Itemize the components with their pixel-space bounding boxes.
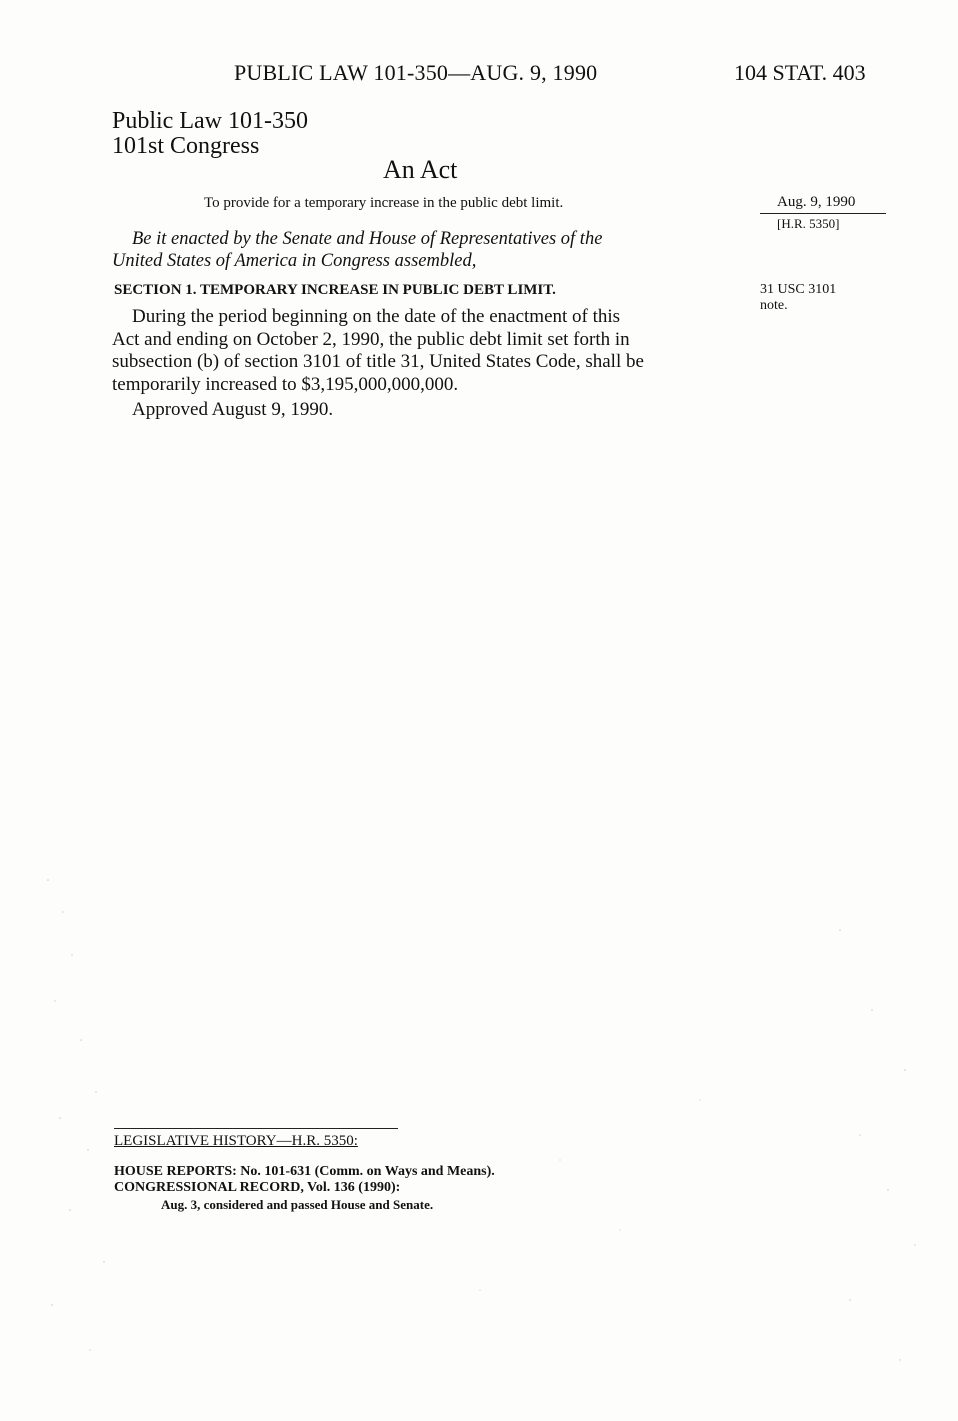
- section-body: [112, 306, 644, 396]
- approval-line: Approved August 9, 1990.: [132, 399, 334, 420]
- running-head: PUBLIC LAW 101-350—AUG. 9, 1990: [234, 60, 598, 85]
- stat-citation: 104 STAT. 403: [734, 60, 866, 85]
- enacting-clause: [112, 228, 602, 272]
- act-purpose: To provide for a temporary increase in the public debt limit.: [204, 195, 564, 211]
- margin-rule: [760, 213, 886, 214]
- legislative-action: Aug. 3, considered and passed House and Senate.: [161, 1197, 434, 1212]
- house-reports: HOUSE REPORTS: No. 101-631 (Comm. on Ways and Means).: [114, 1164, 495, 1179]
- history-rule: [114, 1128, 398, 1129]
- section-line: subsection (b) of section 3101 of title 31, United States Code, shall be: [112, 351, 644, 372]
- margin-bill-number: [H.R. 5350]: [777, 216, 840, 231]
- congressional-record: CONGRESSIONAL RECORD, Vol. 136 (1990):: [114, 1180, 401, 1195]
- usc-note-label: note.: [760, 298, 788, 313]
- section-line: Act and ending on October 2, 1990, the public debt limit set forth in: [112, 328, 630, 350]
- enacting-line: Be it enacted by the Senate and House of Representatives of the: [132, 229, 603, 249]
- section-line: temporarily increased to $3,195,000,000,000.: [112, 373, 459, 395]
- usc-citation: 31 USC 3101: [760, 282, 837, 297]
- legislative-history-title: LEGISLATIVE HISTORY—H.R. 5350:: [114, 1133, 358, 1149]
- section-line: During the period beginning on the date of the enactment of this: [132, 306, 621, 327]
- section-heading: SECTION 1. TEMPORARY INCREASE IN PUBLIC DEBT LIMIT.: [114, 282, 556, 298]
- margin-date: Aug. 9, 1990: [777, 194, 856, 210]
- act-heading: An Act: [383, 155, 458, 184]
- law-number: Public Law 101-350: [112, 108, 308, 134]
- enacting-line: United States of America in Congress assembled,: [112, 251, 477, 271]
- margin-usc-note: [760, 282, 836, 314]
- congress-label: 101st Congress: [112, 133, 260, 159]
